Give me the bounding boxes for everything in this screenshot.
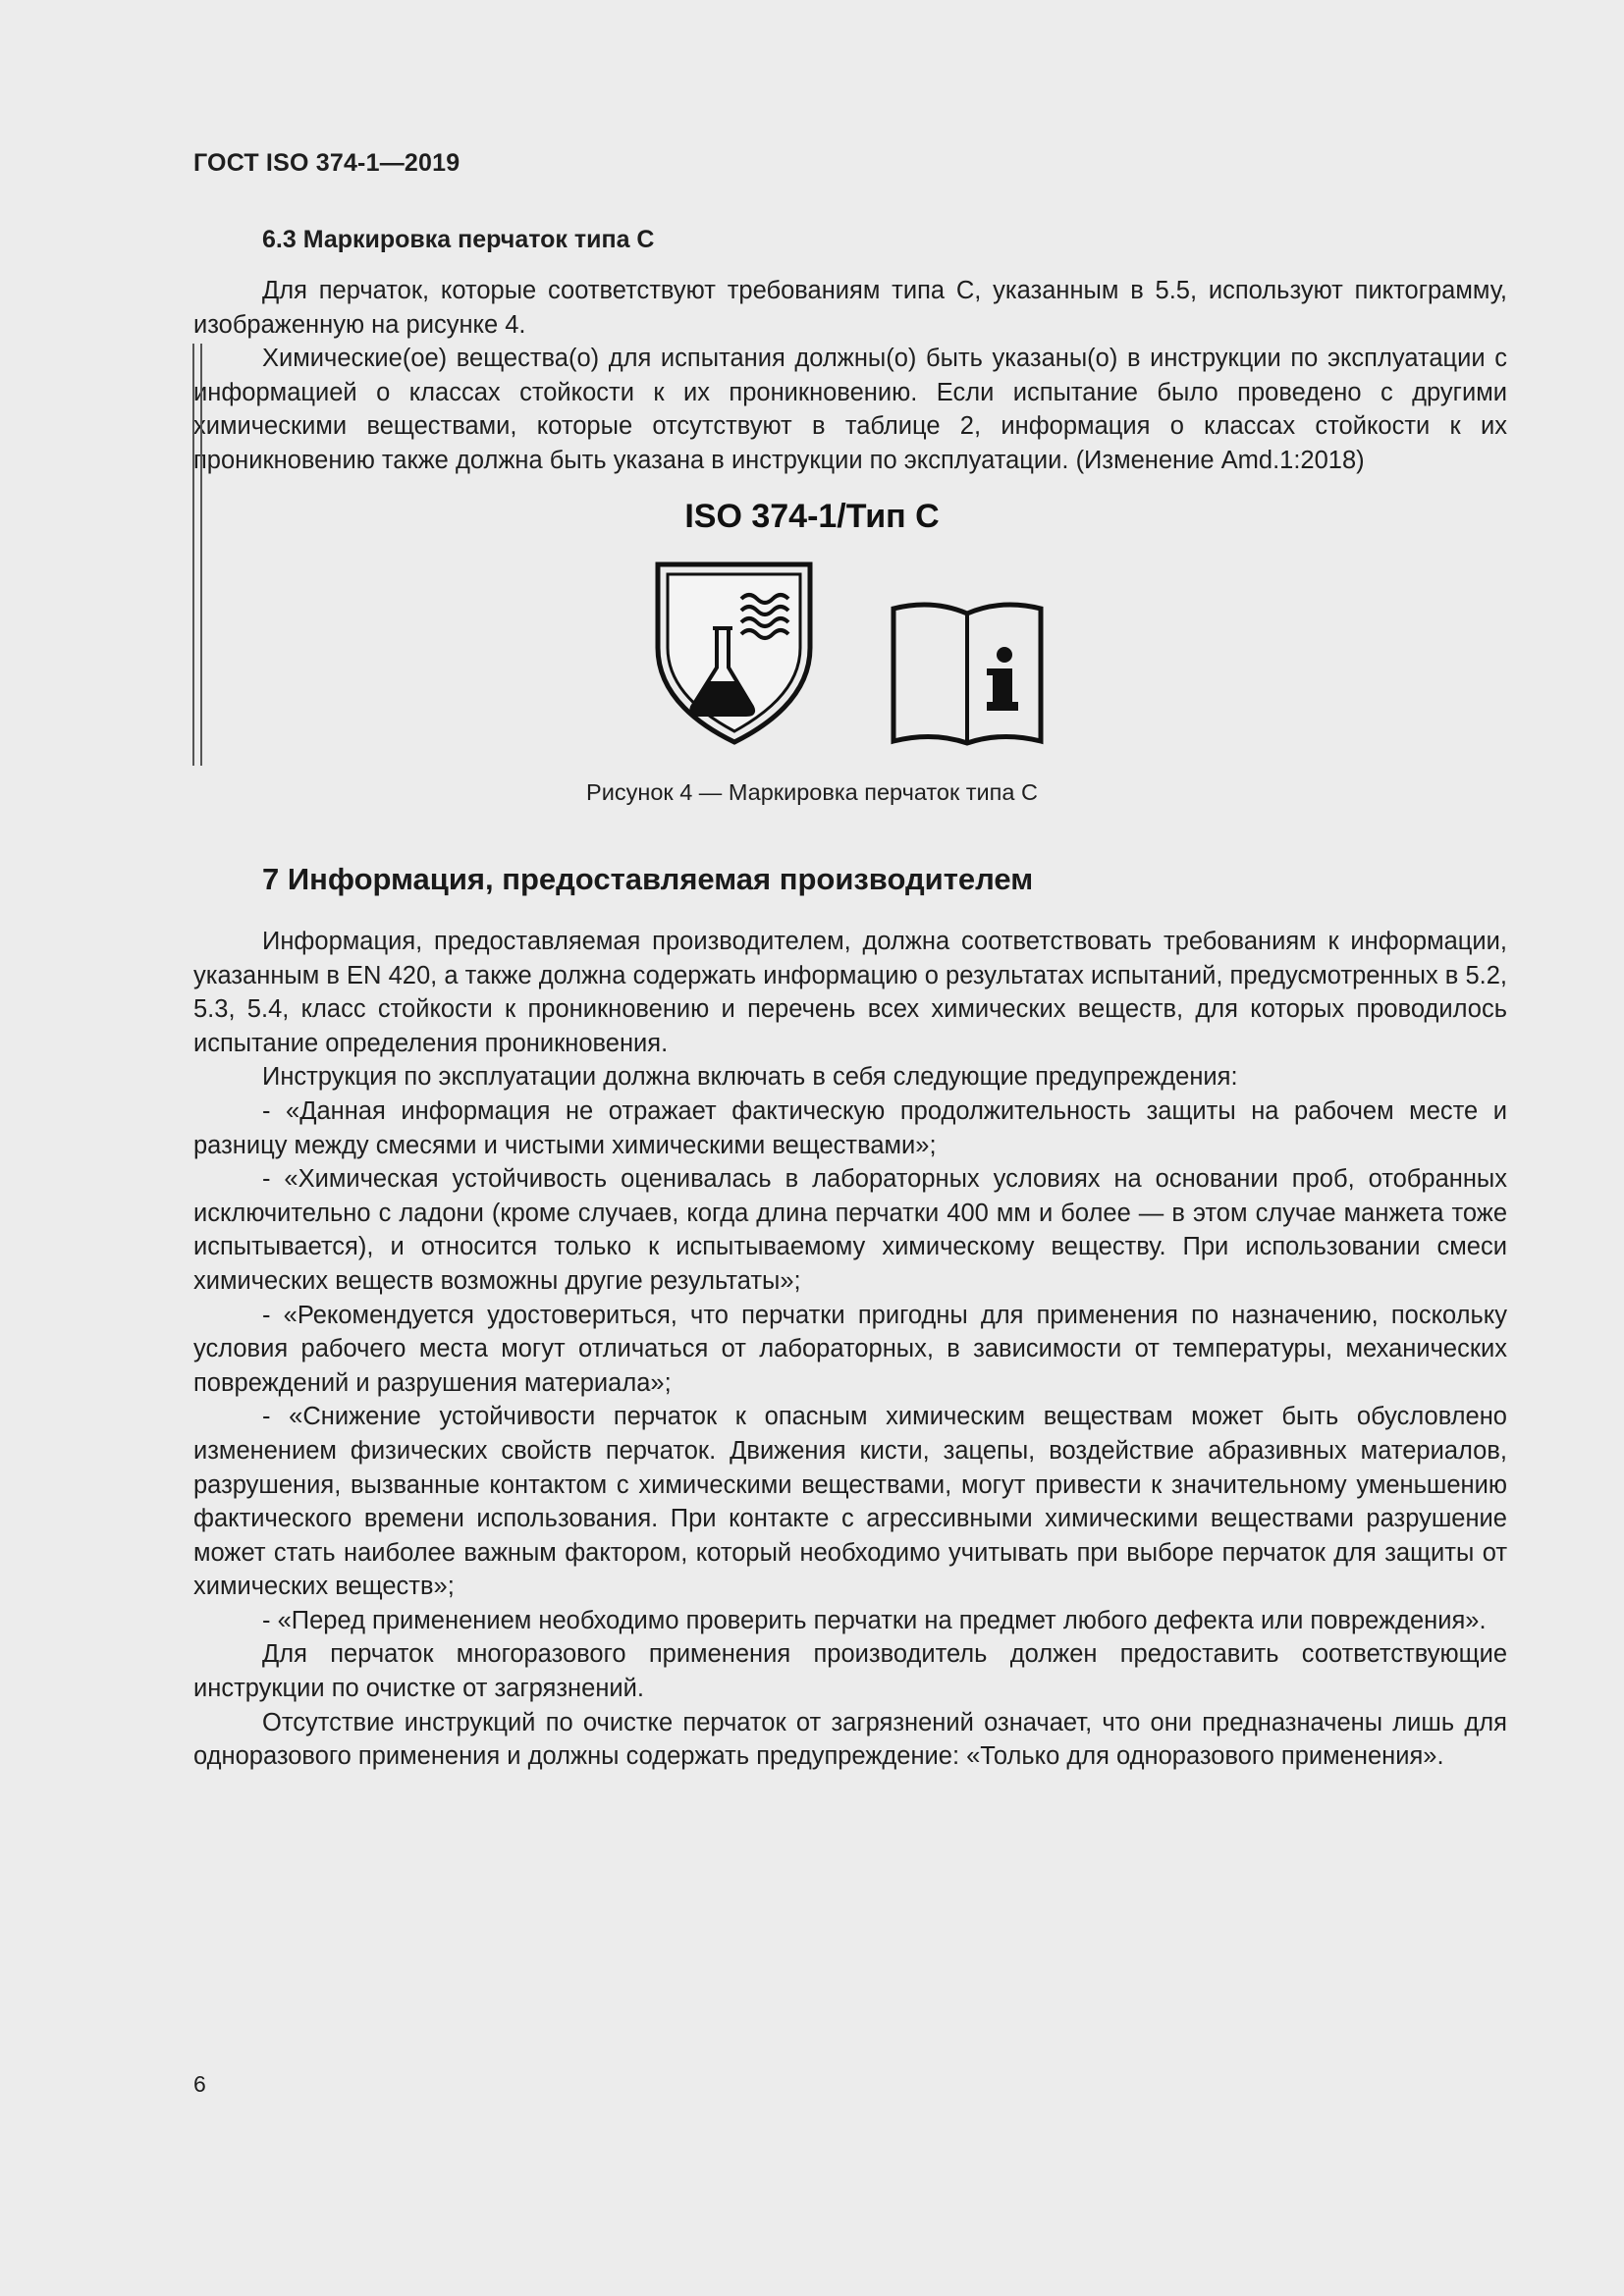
pictogram-group bbox=[648, 560, 1060, 751]
paragraph: Информация, предоставляемая производителем, должна соответствовать требованиям к информации, указанным в EN 420, а также должна содержать информацию о результатах испытаний, предусмотренных в 5.2, 5.3, 5.4, класс стойкости к проникновению и перечень всех химических веществ, для которых проводилось испытание определения проникновения. bbox=[193, 928, 1507, 1057]
section-heading-6-3: 6.3 Маркировка перчаток типа С bbox=[262, 226, 655, 253]
paragraph: Инструкция по эксплуатации должна включать в себя следующие предупреждения: bbox=[262, 1063, 1238, 1092]
chemical-protection-shield-icon bbox=[658, 564, 810, 742]
section-6-3-body bbox=[193, 274, 1507, 478]
paragraph: Химические(ое) вещества(о) для испытания должны(о) быть указаны(о) в инструкции по эксплуатации с информацией о классах стойкости к их проникновению. Если испытание было проведено с другими химическими веществами, которые отсутствуют в таблице 2, информация о классах стойкости к их проникновению также должна быть указана в инструкции по эксплуатации. (Изменение Amd.1:2018) bbox=[193, 345, 1507, 474]
warning-item: - «Данная информация не отражает фактическую продолжительность защиты на рабочем месте и разницу между смесями и чистыми химическими веществами»; bbox=[193, 1096, 1507, 1159]
document-code: ГОСТ ISO 374-1—2019 bbox=[193, 149, 460, 177]
figure-title: ISO 374-1/Тип С bbox=[684, 498, 940, 535]
paragraph: Для перчаток многоразового применения производитель должен предоставить соответствующие инструкции по очистке от загрязнений. bbox=[193, 1640, 1507, 1703]
change-bar bbox=[192, 344, 202, 766]
figure-caption: Рисунок 4 — Маркировка перчаток типа С bbox=[586, 779, 1038, 805]
paragraph: Для перчаток, которые соответствуют требованиям типа С, указанным в 5.5, используют пиктограмму, изображенную на рисунке 4. bbox=[193, 277, 1507, 339]
warning-item: - «Рекомендуется удостовериться, что перчатки пригодны для применения по назначению, поскольку условия рабочего места могут отличаться от лабораторных, в зависимости от температуры, механических повреждений и разрушения материала»; bbox=[193, 1301, 1507, 1397]
warning-item: - «Перед применением необходимо проверить перчатки на предмет любого дефекта или повреждения». bbox=[262, 1606, 1487, 1634]
chapter-7-body bbox=[193, 925, 1507, 1774]
information-manual-icon bbox=[893, 605, 1041, 743]
warning-item: - «Снижение устойчивости перчаток к опасным химическим веществам может быть обусловлено изменением физических свойств перчаток. Движения кисти, зацепы, воздействие абразивных материалов, разрушения, вызванные контактом с химическими веществами, могут привести к значительному уменьшению фактического времени использования. При контакте с агрессивными химическими веществами разрушение может стать наиболее важным фактором, который необходимо учитывать при выборе перчаток для защиты от химических веществ»; bbox=[193, 1403, 1507, 1601]
page-number: 6 bbox=[193, 2071, 206, 2097]
warning-item: - «Химическая устойчивость оценивалась в лабораторных условиях на основании проб, отобранных исключительно с ладони (кроме случаев, когда длина перчатки 400 мм и более — в этом случае манжета тоже испытывается), и относится только к испытываемому химическому веществу. При использовании смеси химических веществ возможны другие результаты»; bbox=[193, 1165, 1507, 1295]
figure-4 bbox=[648, 560, 1060, 751]
chapter-heading-7: 7 Информация, предоставляемая производителем bbox=[262, 862, 1034, 896]
paragraph: Отсутствие инструкций по очистке перчаток от загрязнений означает, что они предназначены лишь для одноразового применения и должны содержать предупреждение: «Только для одноразового применения». bbox=[193, 1708, 1507, 1771]
